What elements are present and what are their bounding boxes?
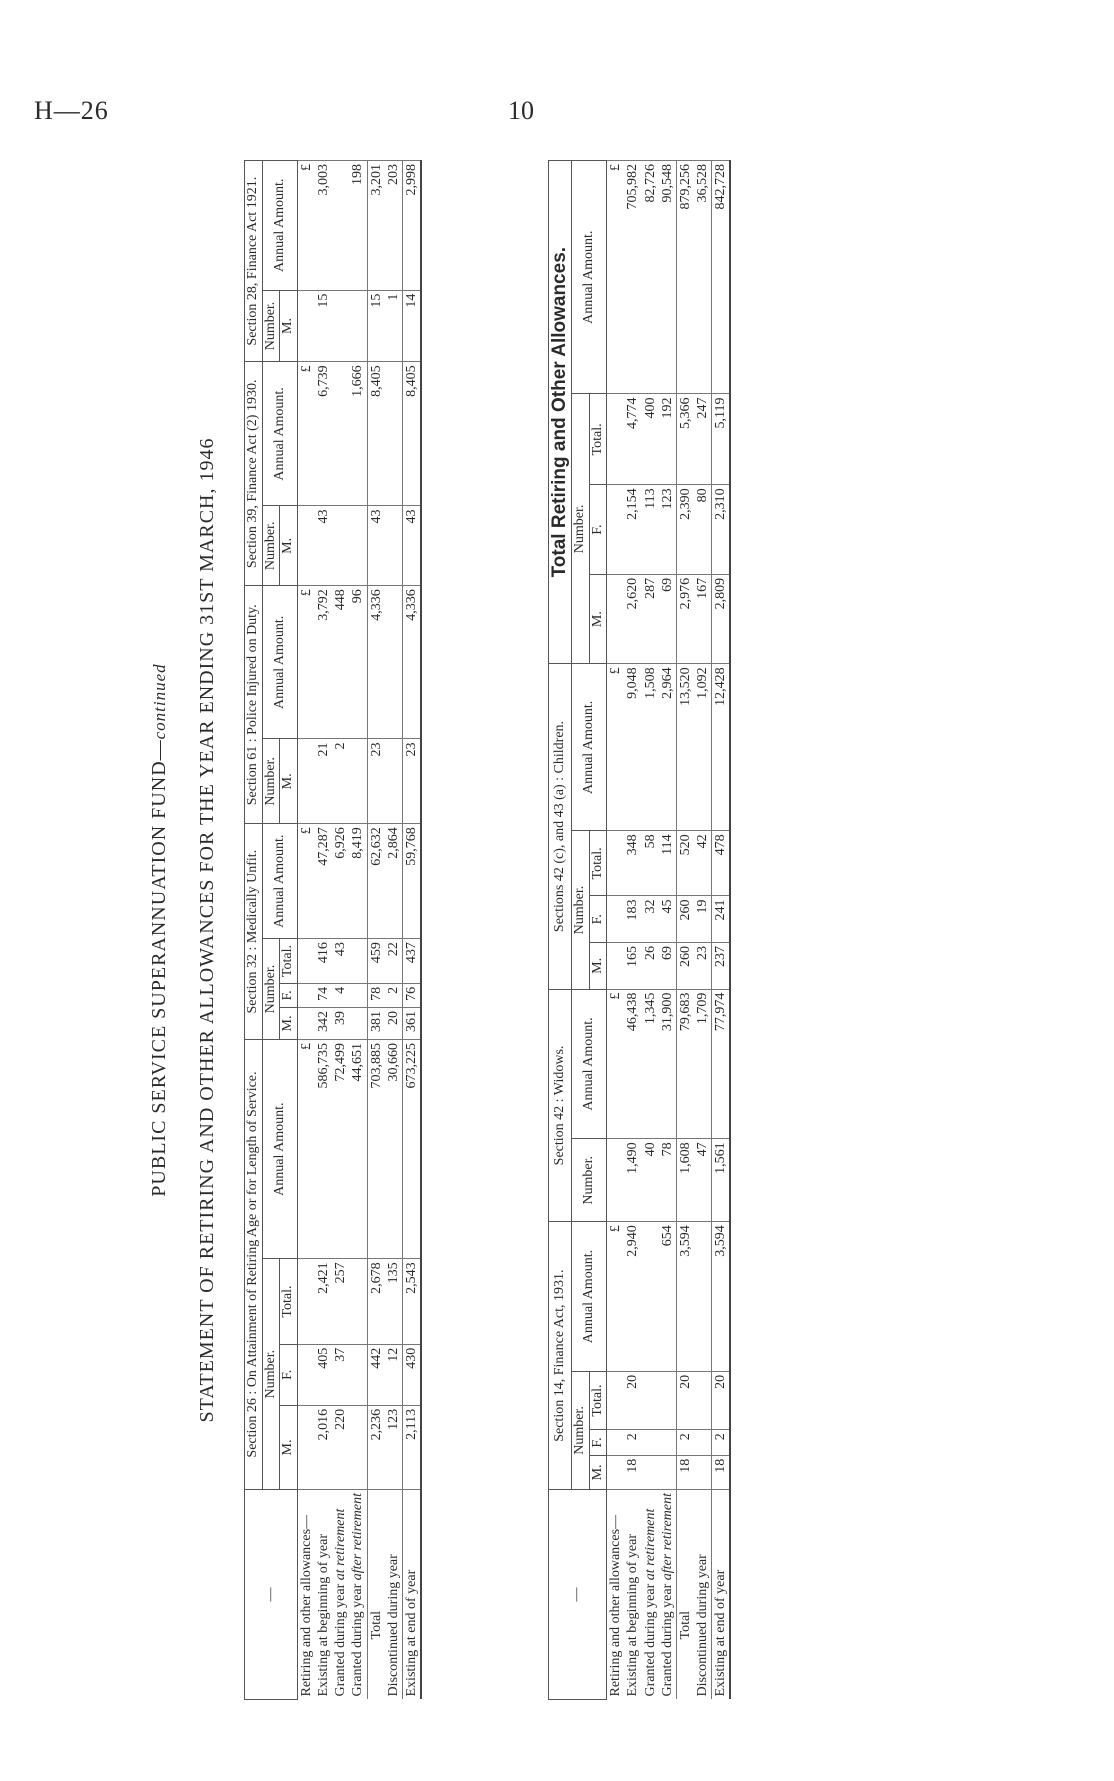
table-cell: 78: [367, 983, 385, 1007]
table-cell: 4: [332, 983, 349, 1007]
table-cell: 2,964: [659, 664, 677, 831]
pound-sign: £: [298, 362, 316, 506]
table-cell: 30,660: [385, 1039, 403, 1258]
table-cell: 46,438: [624, 989, 641, 1139]
table-cell: [332, 290, 349, 362]
table-cell: 3,792: [315, 586, 332, 739]
table-cell: 43: [332, 939, 349, 984]
table-cell: [349, 939, 367, 984]
number-header: Number.: [571, 394, 589, 664]
table-cell: 2: [332, 739, 349, 824]
table-cell: 79,683: [676, 989, 694, 1139]
row-label: Total: [367, 1490, 385, 1700]
row-label: Granted during year after retirement: [659, 1490, 677, 1700]
table-cell: 2,976: [676, 574, 694, 664]
table-cell: 2: [711, 1430, 730, 1456]
table-cell: [385, 362, 403, 506]
total-header: Total.: [280, 939, 298, 984]
row-label: Retiring and other allowances—: [298, 1490, 316, 1700]
table-cell: 2,678: [367, 1259, 385, 1344]
table-cell: 2: [624, 1430, 641, 1456]
row-label: Existing at beginning of year: [624, 1490, 641, 1700]
annual-header: Annual Amount.: [571, 1222, 606, 1372]
table-cell: 361: [402, 1007, 421, 1039]
table-cell: 167: [694, 574, 712, 664]
annual-header: Annual Amount.: [262, 1039, 297, 1258]
table-cell: 90,548: [659, 161, 677, 394]
table-cell: [642, 1455, 659, 1489]
f-header: F.: [589, 485, 607, 575]
page-identifier: H—26: [34, 96, 109, 125]
pound-sign: £: [607, 989, 625, 1139]
m-header: M.: [589, 943, 607, 990]
m-header: M.: [280, 1405, 298, 1489]
table-cell: 405: [315, 1344, 332, 1405]
table-cell: 45: [659, 896, 677, 943]
table-cell: 448: [332, 586, 349, 739]
m-header: M.: [280, 739, 298, 824]
table-cell: [349, 290, 367, 362]
table-cell: 62,632: [367, 824, 385, 939]
table-cell: 114: [659, 831, 677, 896]
table-cell: 5,366: [676, 394, 694, 485]
table-cell: [332, 362, 349, 506]
table-cell: [659, 1455, 677, 1489]
row-label: Existing at end of year: [402, 1490, 421, 1700]
section-26-header: Section 26 : On Attainment of Retiring Age or for Length of Service.: [245, 1039, 263, 1489]
table-cell: 1,608: [676, 1139, 694, 1222]
table-cell: 416: [315, 939, 332, 984]
table-cell: [642, 1430, 659, 1456]
table-cell: 478: [711, 831, 730, 896]
section-28-header: Section 28, Finance Act 1921.: [245, 161, 263, 362]
pound-sign: £: [298, 824, 316, 939]
pound-sign: £: [607, 664, 625, 831]
table-cell: 6,739: [315, 362, 332, 506]
table-cell: 20: [711, 1371, 730, 1429]
table-cell: 123: [385, 1405, 403, 1489]
table-cell: 6,926: [332, 824, 349, 939]
total-header: Total.: [280, 1259, 298, 1344]
table-cell: [385, 586, 403, 739]
table-cell: 14: [402, 290, 421, 362]
table-cell: 3,201: [367, 161, 385, 291]
table-cell: 96: [349, 586, 367, 739]
table-cell: 2,421: [315, 1259, 332, 1344]
table-cell: [642, 1371, 659, 1429]
table-cell: 1,345: [642, 989, 659, 1139]
annual-header: Annual Amount.: [571, 989, 606, 1139]
page-number: 10: [508, 96, 534, 125]
table-cell: 2,809: [711, 574, 730, 664]
table-cell: 2: [385, 983, 403, 1007]
table-cell: [349, 1259, 367, 1344]
row-label: Retiring and other allowances—: [607, 1490, 625, 1700]
table-cell: 260: [676, 943, 694, 990]
table-cell: [694, 1222, 712, 1372]
table-cell: 1,092: [694, 664, 712, 831]
row-label: Discontinued during year: [385, 1490, 403, 1700]
row-label: Existing at beginning of year: [315, 1490, 332, 1700]
table-cell: 40: [642, 1139, 659, 1222]
blank-header: —: [245, 1490, 298, 1700]
annual-header: Annual Amount.: [262, 586, 297, 739]
table-cell: 287: [642, 574, 659, 664]
table-cell: 520: [676, 831, 694, 896]
total-allowances-header: Total Retiring and Other Allowances.: [549, 161, 572, 664]
table-cell: [385, 739, 403, 824]
table-cell: 36,528: [694, 161, 712, 394]
table-cell: 32: [642, 896, 659, 943]
table-cell: 654: [659, 1222, 677, 1372]
statement-title: STATEMENT OF RETIRING AND OTHER ALLOWANCES FOR THE YEAR ENDING 31ST MARCH, 1946: [196, 437, 218, 1423]
table-cell: 43: [315, 506, 332, 586]
table-cell: 23: [402, 739, 421, 824]
table-cell: 44,651: [349, 1039, 367, 1258]
table-cell: 703,885: [367, 1039, 385, 1258]
annual-header: Annual Amount.: [262, 824, 297, 939]
table-cell: 43: [367, 506, 385, 586]
section-32-header: Section 32 : Medically Unfit.: [245, 824, 263, 1040]
allowances-table-1: [244, 160, 422, 1700]
table-cell: [659, 1430, 677, 1456]
row-label: Granted during year at retirement: [332, 1490, 349, 1700]
table-cell: 5,119: [711, 394, 730, 485]
table-cell: [694, 1371, 712, 1429]
table-cell: 2,113: [402, 1405, 421, 1489]
table-cell: 19: [694, 896, 712, 943]
total-header: Total.: [589, 831, 607, 896]
table-cell: 192: [659, 394, 677, 485]
table-cell: 4,774: [624, 394, 641, 485]
table-cell: [349, 1344, 367, 1405]
table-cell: 260: [676, 896, 694, 943]
table-cell: 2,310: [711, 485, 730, 575]
m-header: M.: [589, 1455, 607, 1489]
table-cell: 15: [367, 290, 385, 362]
number-header: Number.: [262, 290, 280, 362]
table-cell: 1,561: [711, 1139, 730, 1222]
row-label: Granted during year after retirement: [349, 1490, 367, 1700]
table-cell: 23: [367, 739, 385, 824]
table-cell: 237: [711, 943, 730, 990]
table-cell: 705,982: [624, 161, 641, 394]
m-header: M.: [589, 574, 607, 664]
section-42c-header: Sections 42 (c), and 43 (a) : Children.: [549, 664, 572, 989]
table-cell: 2,154: [624, 485, 641, 575]
section-61-header: Section 61 : Police Injured on Duty.: [245, 586, 263, 824]
number-header: Number.: [571, 1139, 606, 1222]
table-cell: 58: [642, 831, 659, 896]
table-cell: [642, 1222, 659, 1372]
table-cell: 3,003: [315, 161, 332, 291]
table-cell: 1,666: [349, 362, 367, 506]
table-cell: 72,499: [332, 1039, 349, 1258]
table-cell: 15: [315, 290, 332, 362]
table-cell: 31,900: [659, 989, 677, 1139]
table-cell: 69: [659, 574, 677, 664]
table-cell: 22: [385, 939, 403, 984]
table-cell: 21: [315, 739, 332, 824]
table-cell: 82,726: [642, 161, 659, 394]
fund-title: [148, 140, 171, 1720]
table-cell: [694, 1455, 712, 1489]
pound-sign: £: [298, 586, 316, 739]
annual-header: Annual Amount.: [571, 161, 606, 394]
table-cell: 113: [642, 485, 659, 575]
table-cell: 2,998: [402, 161, 421, 291]
table-cell: 59,768: [402, 824, 421, 939]
table-cell: [349, 1007, 367, 1039]
fund-title-text: PUBLIC SERVICE SUPERANNUATION FUND—: [148, 739, 170, 1197]
table-cell: 78: [659, 1139, 677, 1222]
table-cell: 39: [332, 1007, 349, 1039]
table-cell: [332, 161, 349, 291]
table-cell: 47: [694, 1139, 712, 1222]
pound-sign: £: [607, 1222, 625, 1372]
f-header: F.: [589, 896, 607, 943]
table-cell: 76: [402, 983, 421, 1007]
table-cell: 2,620: [624, 574, 641, 664]
allowances-table-2: [548, 160, 731, 1700]
rotated-statement: [148, 140, 928, 1720]
table-cell: 842,728: [711, 161, 730, 394]
table-cell: 135: [385, 1259, 403, 1344]
table-cell: [332, 506, 349, 586]
table-cell: 18: [624, 1455, 641, 1489]
table-cell: 43: [402, 506, 421, 586]
table-cell: 400: [642, 394, 659, 485]
pound-sign: £: [298, 161, 316, 291]
section-42-header: Section 42 : Widows.: [549, 989, 572, 1222]
row-label: Existing at end of year: [711, 1490, 730, 1700]
table-cell: 8,419: [349, 824, 367, 939]
row-label: Granted during year at retirement: [642, 1490, 659, 1700]
table-cell: 3,594: [711, 1222, 730, 1372]
table-cell: 247: [694, 394, 712, 485]
number-header: Number.: [571, 1371, 589, 1489]
table-cell: 220: [332, 1405, 349, 1489]
table-cell: 69: [659, 943, 677, 990]
table-cell: 9,048: [624, 664, 641, 831]
table-cell: 442: [367, 1344, 385, 1405]
table-cell: 198: [349, 161, 367, 291]
table-cell: 241: [711, 896, 730, 943]
number-header: Number.: [262, 739, 280, 824]
table-cell: 8,405: [402, 362, 421, 506]
table-cell: 77,974: [711, 989, 730, 1139]
row-label: Discontinued during year: [694, 1490, 712, 1700]
table-cell: 2,543: [402, 1259, 421, 1344]
table-cell: [349, 739, 367, 824]
number-header: Number.: [262, 1259, 280, 1490]
table-cell: 2,940: [624, 1222, 641, 1372]
table-cell: 12: [385, 1344, 403, 1405]
continued-text: continued: [150, 663, 169, 740]
table-cell: 257: [332, 1259, 349, 1344]
total-header: Total.: [589, 1371, 607, 1429]
blank-header: —: [549, 1490, 607, 1700]
table-cell: [349, 1405, 367, 1489]
table-cell: 348: [624, 831, 641, 896]
table-cell: 430: [402, 1344, 421, 1405]
table-cell: 2: [676, 1430, 694, 1456]
table-cell: 4,336: [402, 586, 421, 739]
table-cell: 20: [676, 1371, 694, 1429]
row-label: Total: [676, 1490, 694, 1700]
table-cell: 47,287: [315, 824, 332, 939]
table-cell: [349, 983, 367, 1007]
table-cell: 2,864: [385, 824, 403, 939]
table-cell: 80: [694, 485, 712, 575]
table-cell: [349, 506, 367, 586]
table-cell: 23: [694, 943, 712, 990]
table-cell: 1,508: [642, 664, 659, 831]
table-cell: 123: [659, 485, 677, 575]
table-cell: [694, 1430, 712, 1456]
table-cell: 20: [385, 1007, 403, 1039]
table-cell: 8,405: [367, 362, 385, 506]
table-cell: 183: [624, 896, 641, 943]
table-cell: 2,236: [367, 1405, 385, 1489]
table-cell: 18: [676, 1455, 694, 1489]
table-cell: 1: [385, 290, 403, 362]
f-header: F.: [589, 1430, 607, 1456]
table-cell: 586,735: [315, 1039, 332, 1258]
f-header: F.: [280, 983, 298, 1007]
m-header: M.: [280, 506, 298, 586]
table-cell: 165: [624, 943, 641, 990]
table-cell: 4,336: [367, 586, 385, 739]
table-cell: 20: [624, 1371, 641, 1429]
annual-header: Annual Amount.: [262, 161, 297, 291]
table-cell: 74: [315, 983, 332, 1007]
table-cell: [659, 1371, 677, 1429]
table-cell: 2,390: [676, 485, 694, 575]
table-cell: 203: [385, 161, 403, 291]
table-cell: 673,225: [402, 1039, 421, 1258]
f-header: F.: [280, 1344, 298, 1405]
section-14-header: Section 14, Finance Act, 1931.: [549, 1222, 572, 1490]
table-cell: 37: [332, 1344, 349, 1405]
table-cell: 1,709: [694, 989, 712, 1139]
table-cell: 1,490: [624, 1139, 641, 1222]
table-cell: 459: [367, 939, 385, 984]
table-cell: 879,256: [676, 161, 694, 394]
total-header: Total.: [589, 394, 607, 485]
table-cell: 3,594: [676, 1222, 694, 1372]
table-cell: 2,016: [315, 1405, 332, 1489]
table-cell: 12,428: [711, 664, 730, 831]
pound-sign: £: [607, 161, 625, 394]
m-header: M.: [280, 1007, 298, 1039]
annual-header: Annual Amount.: [262, 362, 297, 506]
table-cell: 26: [642, 943, 659, 990]
number-header: Number.: [571, 831, 589, 989]
annual-header: Annual Amount.: [571, 664, 606, 831]
m-header: M.: [280, 290, 298, 362]
number-header: Number.: [262, 939, 280, 1040]
table-cell: 13,520: [676, 664, 694, 831]
table-cell: 18: [711, 1455, 730, 1489]
table-cell: 342: [315, 1007, 332, 1039]
pound-sign: £: [298, 1039, 316, 1258]
table-cell: 42: [694, 831, 712, 896]
number-header: Number.: [262, 506, 280, 586]
table-cell: [385, 506, 403, 586]
table-cell: 437: [402, 939, 421, 984]
table-cell: 381: [367, 1007, 385, 1039]
section-39-header: Section 39, Finance Act (2) 1930.: [245, 362, 263, 586]
